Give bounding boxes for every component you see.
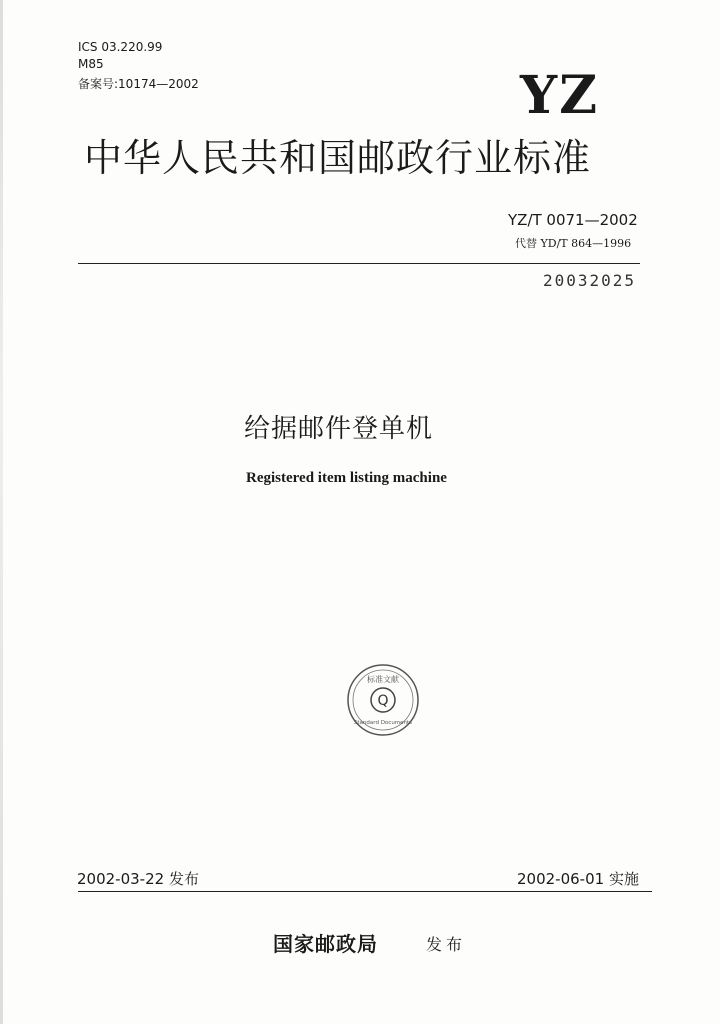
seal-text-cn: 标准文献	[367, 675, 399, 684]
bottom-divider	[78, 891, 652, 892]
ccs-code: M85	[78, 57, 104, 71]
yz-logo: YZ	[520, 65, 600, 126]
ics-code: ICS 03.220.99	[78, 40, 163, 54]
seal-center-letter: Q	[377, 693, 389, 709]
top-divider	[78, 263, 640, 264]
document-title-en: Registered item listing machine	[246, 470, 447, 486]
issuing-authority: 国家邮政局	[273, 932, 378, 956]
implementation-date: 2002-06-01 实施	[517, 870, 639, 888]
library-seal-icon	[345, 662, 421, 738]
stamp-number: 20032025	[543, 271, 637, 290]
issuing-verb: 发布	[426, 935, 467, 954]
standard-number: YZ/T 0071—2002	[508, 211, 638, 229]
record-number: 备案号:10174—2002	[78, 77, 199, 91]
main-title: 中华人民共和国邮政行业标准	[84, 136, 592, 180]
replaces-standard: 代替 YD/T 864—1996	[515, 237, 632, 250]
seal-text-en: Standard Documents	[353, 720, 413, 726]
scan-edge	[0, 0, 3, 1024]
document-title-cn: 给据邮件登单机	[244, 414, 434, 444]
issue-date: 2002-03-22 发布	[77, 870, 199, 888]
